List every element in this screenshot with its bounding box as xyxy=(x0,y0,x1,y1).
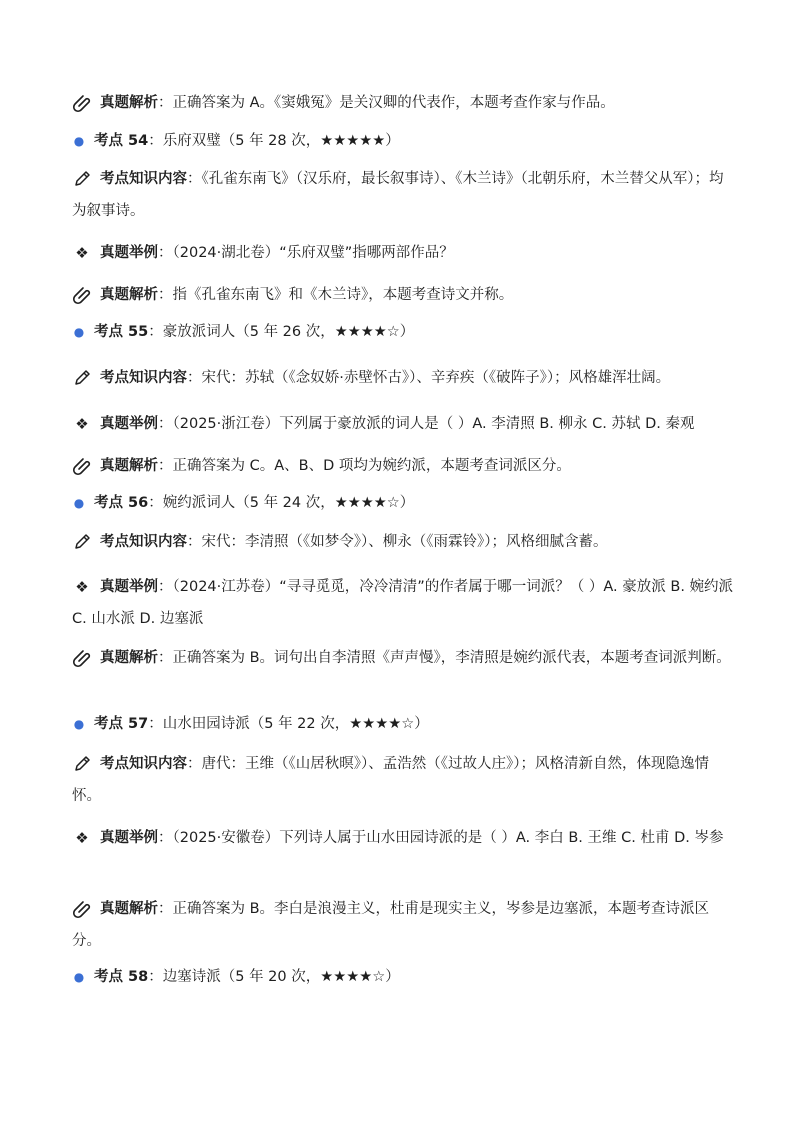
block-label: 考点 55 xyxy=(94,324,149,340)
block-label: 考点知识内容 xyxy=(100,534,187,550)
block-text: （2025·安徽卷）下列诗人属于山水田园诗派的是（ ）A. 李白 B. 王维 C. 杜甫 D. 岑参 xyxy=(172,830,724,846)
block-text: 宋代：李清照（《如梦令》）、柳永（《雨霖铃》）；风格细腻含蓄。 xyxy=(201,534,608,550)
paperclip-icon xyxy=(72,648,92,668)
label-separator: ： xyxy=(187,370,202,386)
label-separator: ： xyxy=(158,458,173,474)
exam-point xyxy=(72,125,736,157)
block-text: 唐代：王维（《山居秋暝》）、孟浩然（《过故人庄》）；风格清新自然，体现隐逸情怀。 xyxy=(72,756,709,804)
block-label: 真题举例 xyxy=(100,830,158,846)
exam-example xyxy=(72,571,736,635)
block-label: 考点 57 xyxy=(94,716,149,732)
pencil-icon xyxy=(72,169,92,189)
label-separator: ： xyxy=(158,416,173,432)
answer-analysis xyxy=(72,87,736,119)
exam-point xyxy=(72,487,736,519)
diamond-icon: ❖ xyxy=(75,828,89,847)
block-text: 正确答案为 A。《窦娥冤》是关汉卿的代表作，本题考查作家与作品。 xyxy=(172,95,615,111)
paperclip-icon xyxy=(72,456,92,476)
label-separator: ： xyxy=(158,287,173,303)
pencil-icon xyxy=(72,368,92,388)
block-label: 真题解析 xyxy=(100,901,158,917)
block-text: 山水田园诗派（5 年 22 次，★★★★☆） xyxy=(162,716,429,732)
block-text: 正确答案为 C。A、B、D 项均为婉约派，本题考查词派区分。 xyxy=(172,458,571,474)
bullet-icon: ● xyxy=(73,134,85,148)
block-text: 乐府双璧（5 年 28 次，★★★★★） xyxy=(162,133,400,149)
diamond-icon: ❖ xyxy=(75,243,89,262)
block-text: 指《孔雀东南飞》和《木兰诗》，本题考查诗文并称。 xyxy=(172,287,514,303)
paperclip-icon xyxy=(72,285,92,305)
block-label: 考点 56 xyxy=(94,495,149,511)
diamond-icon: ❖ xyxy=(75,414,89,433)
block-text: （2024·江苏卷）“寻寻觅觅，冷冷清清”的作者属于哪一词派？（ ）A. 豪放派 B. 婉约派 C. 山水派 D. 边塞派 xyxy=(72,579,734,627)
label-separator: ： xyxy=(187,171,202,187)
label-separator: ： xyxy=(158,830,173,846)
label-separator: ： xyxy=(158,95,173,111)
exam-point xyxy=(72,708,736,740)
block-label: 考点 54 xyxy=(94,133,149,149)
answer-analysis xyxy=(72,279,736,311)
block-label: 真题举例 xyxy=(100,245,158,261)
label-separator: ： xyxy=(187,534,202,550)
knowledge-content xyxy=(72,163,736,227)
exam-example xyxy=(72,822,736,854)
block-label: 真题解析 xyxy=(100,650,158,666)
paperclip-icon xyxy=(72,899,92,919)
block-label: 真题举例 xyxy=(100,416,158,432)
label-separator: ： xyxy=(187,756,202,772)
answer-analysis xyxy=(72,642,736,674)
bullet-icon: ● xyxy=(73,325,85,339)
label-separator: ： xyxy=(148,495,163,511)
exam-point xyxy=(72,316,736,348)
label-separator: ： xyxy=(158,579,173,595)
knowledge-content xyxy=(72,362,736,394)
label-separator: ： xyxy=(148,133,163,149)
block-text: 豪放派词人（5 年 26 次，★★★★☆） xyxy=(162,324,415,340)
label-separator: ： xyxy=(148,716,163,732)
block-text: （2024·湖北卷）“乐府双璧”指哪两部作品？ xyxy=(172,245,454,261)
block-text: 边塞诗派（5 年 20 次，★★★★☆） xyxy=(162,969,400,985)
block-label: 考点知识内容 xyxy=(100,756,187,772)
label-separator: ： xyxy=(158,245,173,261)
block-label: 真题解析 xyxy=(100,458,158,474)
block-text: 《孔雀东南飞》（汉乐府，最长叙事诗）、《木兰诗》（北朝乐府，木兰替父从军）；均为叙事诗。 xyxy=(72,171,724,219)
knowledge-content xyxy=(72,748,736,812)
block-label: 考点 58 xyxy=(94,969,149,985)
label-separator: ： xyxy=(148,324,163,340)
exam-point xyxy=(72,961,736,993)
block-text: 正确答案为 B。李白是浪漫主义，杜甫是现实主义，岑参是边塞派，本题考查诗派区分。 xyxy=(72,901,710,949)
bullet-icon: ● xyxy=(73,970,85,984)
block-text: 婉约派词人（5 年 24 次，★★★★☆） xyxy=(162,495,415,511)
bullet-icon: ● xyxy=(73,717,85,731)
answer-analysis xyxy=(72,450,736,482)
label-separator: ： xyxy=(148,969,163,985)
answer-analysis xyxy=(72,893,736,957)
block-label: 考点知识内容 xyxy=(100,370,187,386)
paperclip-icon xyxy=(72,93,92,113)
pencil-icon xyxy=(72,754,92,774)
block-text: 宋代：苏轼（《念奴娇·赤壁怀古》）、辛弃疾（《破阵子》）；风格雄浑壮阔。 xyxy=(201,370,671,386)
block-label: 考点知识内容 xyxy=(100,171,187,187)
label-separator: ： xyxy=(158,650,173,666)
bullet-icon: ● xyxy=(73,496,85,510)
block-text: （2025·浙江卷）下列属于豪放派的词人是（ ）A. 李清照 B. 柳永 C. 苏轼 D. 秦观 xyxy=(172,416,695,432)
diamond-icon: ❖ xyxy=(75,577,89,596)
block-label: 真题解析 xyxy=(100,95,158,111)
label-separator: ： xyxy=(158,901,173,917)
block-label: 真题举例 xyxy=(100,579,158,595)
block-label: 真题解析 xyxy=(100,287,158,303)
exam-example xyxy=(72,408,736,440)
exam-example xyxy=(72,237,736,269)
knowledge-content xyxy=(72,526,736,558)
pencil-icon xyxy=(72,532,92,552)
block-text: 正确答案为 B。词句出自李清照《声声慢》，李清照是婉约派代表，本题考查词派判断。 xyxy=(172,650,731,666)
